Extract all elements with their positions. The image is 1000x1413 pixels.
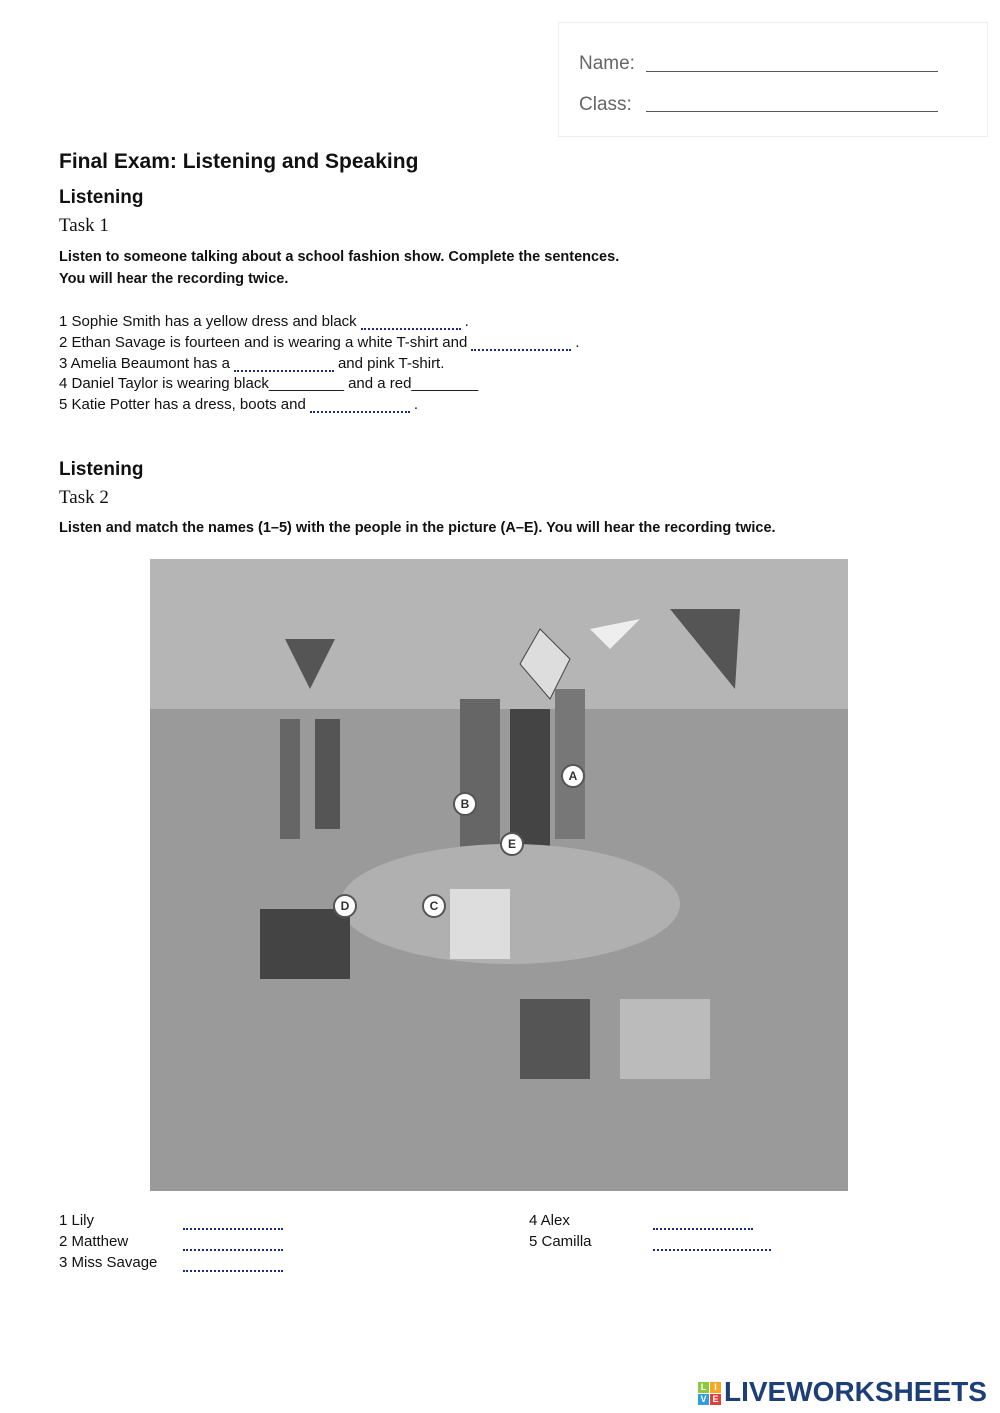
answer-input-2[interactable] [471,333,571,351]
logo-letter: I [710,1382,721,1393]
match-item-1 [59,1212,94,1229]
sentence-text: . [464,313,469,330]
sentence-3 [59,354,444,372]
kite-picnic-illustration [150,559,848,1191]
instructions: Listen and match the names (1–5) with the people in the picture (A–E). You will hear the recording twice. [59,520,776,536]
instruction-line: Listen to someone talking about a school fashion show. Complete the sentences. [59,249,620,265]
instructions [59,246,619,290]
illustration-shapes [150,559,848,1191]
sentence-text: 1 Sophie Smith has a yellow dress and black [59,313,357,330]
logo-letter: V [698,1394,709,1405]
picture-label-a: A [561,764,585,788]
picture-label-d: D [333,894,357,918]
picture-label-b: B [453,792,477,816]
section-heading: Listening [59,187,144,208]
answer-input-1[interactable] [361,312,461,330]
task-label: Task 1 [59,215,109,236]
page-title: Final Exam: Listening and Speaking [59,150,419,173]
match-input-1[interactable] [183,1212,283,1230]
match-item-2 [59,1233,128,1250]
sentence-5 [59,395,418,413]
sentence-1 [59,312,469,330]
match-item-5 [529,1233,592,1250]
class-line [646,111,938,112]
answer-input-5[interactable] [310,395,410,413]
answer-input-3[interactable] [234,354,334,372]
picture-label-e: E [500,832,524,856]
name-class-box [558,22,988,137]
sentence-4: 4 Daniel Taylor is wearing black_________ and a red________ [59,375,479,392]
match-name: 3 Miss Savage [59,1254,158,1271]
section-heading: Listening [59,459,144,480]
logo-icon [698,1382,721,1405]
name-line [646,71,938,72]
sentence-text: 2 Ethan Savage is fourteen and is wearing a white T-shirt and [59,334,468,351]
logo-letter: E [710,1394,721,1405]
task-label: Task 2 [59,487,109,508]
logo-letter: L [698,1382,709,1393]
match-input-3[interactable] [183,1254,283,1272]
match-name: 1 Lily [59,1212,95,1229]
match-input-4[interactable] [653,1212,753,1230]
liveworksheets-logo [698,1376,987,1408]
match-input-2[interactable] [183,1233,283,1251]
sentence-text: 3 Amelia Beaumont has a [59,355,230,372]
match-name: 4 Alex [529,1212,570,1229]
match-item-3 [59,1254,157,1271]
picture-label-c: C [422,894,446,918]
logo-text: LIVEWORKSHEETS [724,1376,987,1407]
name-label: Name: [579,53,635,74]
match-name: 5 Camilla [529,1233,592,1250]
sentence-text: 5 Katie Potter has a dress, boots and [59,396,306,413]
sentence-text: . [413,396,418,413]
match-item-4 [529,1212,570,1229]
instruction-line: You will hear the recording twice. [59,271,289,287]
sentence-text: and pink T-shirt. [337,355,445,372]
sentence-text: . [575,334,580,351]
class-label: Class: [579,94,632,115]
sentence-2 [59,333,579,351]
match-input-5[interactable] [653,1233,771,1251]
match-name: 2 Matthew [59,1233,129,1250]
